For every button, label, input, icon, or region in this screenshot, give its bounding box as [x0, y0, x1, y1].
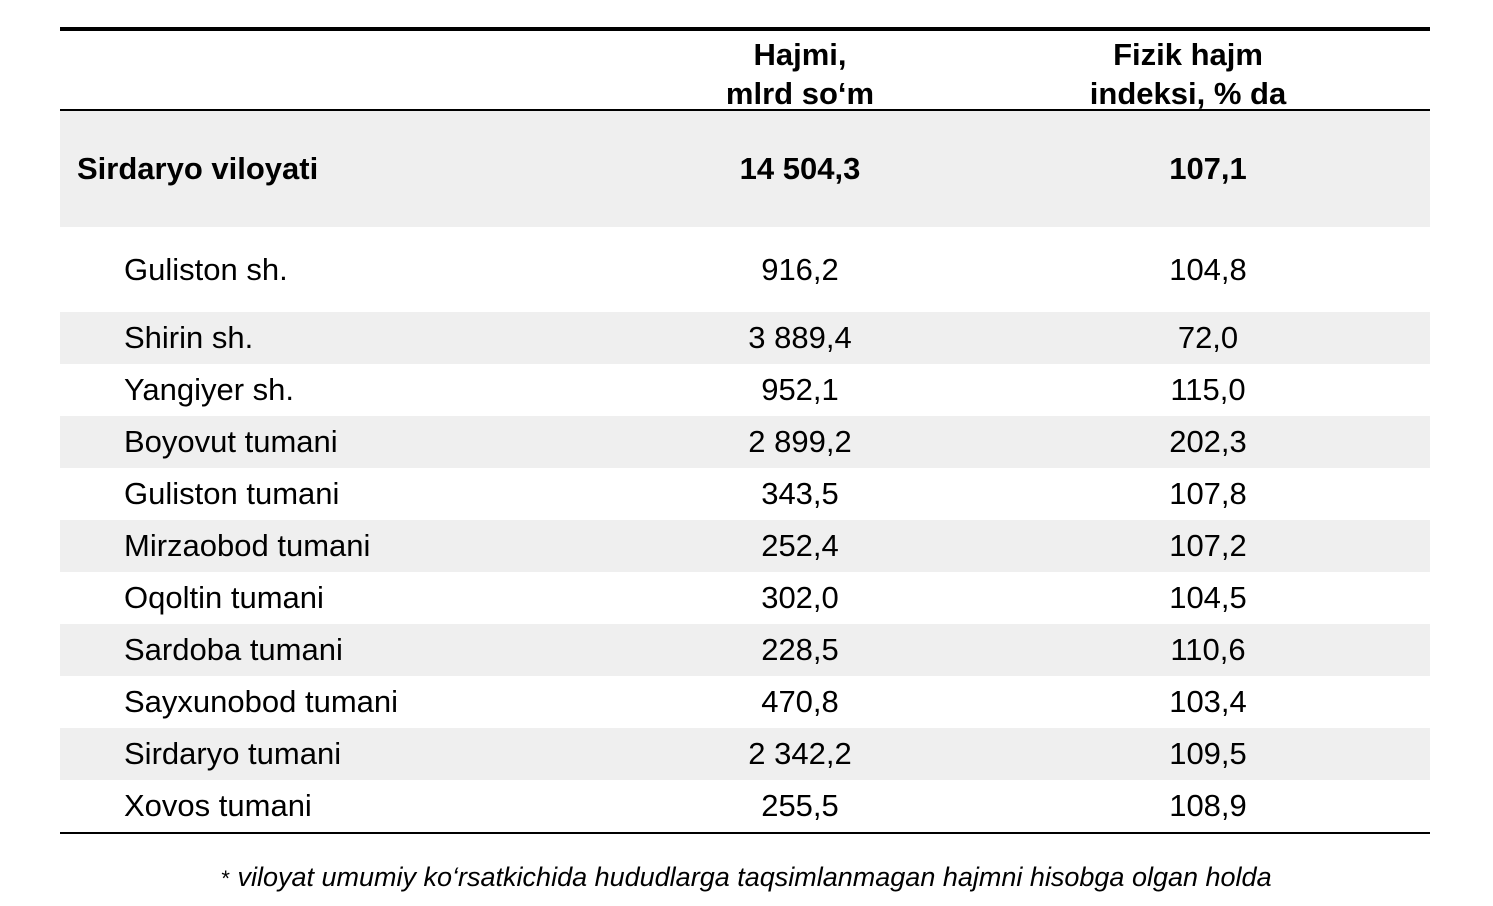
district-name: Guliston sh.: [124, 252, 288, 287]
table-row: [60, 312, 1430, 364]
volume-value: 952,1: [761, 372, 839, 407]
table-row-total: [60, 111, 1430, 227]
table-row: [60, 227, 1430, 312]
header-index-line2: indeksi, % da: [1089, 76, 1287, 111]
header-volume-line2: mlrd so‘m: [725, 76, 875, 111]
volume-value: 14 504,3: [739, 151, 861, 186]
footnote: [0, 857, 1493, 899]
volume-value: 2 899,2: [748, 424, 852, 459]
district-name: Oqoltin tumani: [124, 580, 324, 615]
table-bottom-rule: [60, 832, 1430, 834]
table-row: [60, 624, 1430, 676]
index-value: 107,2: [1169, 528, 1247, 563]
volume-value: 255,5: [761, 788, 839, 823]
district-name: Shirin sh.: [124, 320, 254, 355]
index-value: 202,3: [1169, 424, 1247, 459]
volume-value: 228,5: [761, 632, 839, 667]
footnote-text: viloyat umumiy ko‘rsatkichida hududlarga taqsimlanmagan hajmni hisobga olgan holda: [237, 862, 1272, 892]
index-value: 107,1: [1169, 151, 1247, 186]
volume-value: 3 889,4: [748, 320, 852, 355]
volume-value: 916,2: [761, 252, 839, 287]
table-row: [60, 728, 1430, 780]
index-value: 108,9: [1169, 788, 1247, 823]
header-volume: [689, 35, 911, 113]
statistics-table: [60, 27, 1430, 834]
table-row: [60, 364, 1430, 416]
table-row: [60, 468, 1430, 520]
table-row: [60, 676, 1430, 728]
district-name: Sayxunobod tumani: [124, 684, 399, 719]
index-value: 107,8: [1169, 476, 1247, 511]
district-name: Boyovut tumani: [124, 424, 338, 459]
table-row: [60, 572, 1430, 624]
header-index: [1066, 35, 1310, 113]
district-name: Yangiyer sh.: [124, 372, 295, 407]
district-name: Xovos tumani: [124, 788, 312, 823]
index-value: 72,0: [1177, 320, 1239, 355]
index-value: 103,4: [1169, 684, 1247, 719]
index-value: 109,5: [1169, 736, 1247, 771]
region-name: Sirdaryo viloyati: [77, 151, 319, 186]
header-index-line1: Fizik hajm: [1113, 37, 1263, 72]
district-name: Sardoba tumani: [124, 632, 343, 667]
table-row: [60, 416, 1430, 468]
table-row: [60, 780, 1430, 832]
district-name: Sirdaryo tumani: [124, 736, 342, 771]
footnote-marker: *: [221, 866, 230, 891]
index-value: 104,8: [1169, 252, 1247, 287]
volume-value: 470,8: [761, 684, 839, 719]
index-value: 115,0: [1170, 372, 1246, 407]
table-header: [60, 31, 1430, 111]
district-name: Mirzaobod tumani: [124, 528, 371, 563]
table-row: [60, 520, 1430, 572]
volume-value: 302,0: [761, 580, 839, 615]
index-value: 110,6: [1170, 632, 1246, 667]
header-volume-line1: Hajmi,: [753, 37, 847, 72]
district-name: Guliston tumani: [124, 476, 340, 511]
volume-value: 2 342,2: [748, 736, 852, 771]
index-value: 104,5: [1169, 580, 1247, 615]
volume-value: 343,5: [761, 476, 839, 511]
volume-value: 252,4: [761, 528, 839, 563]
